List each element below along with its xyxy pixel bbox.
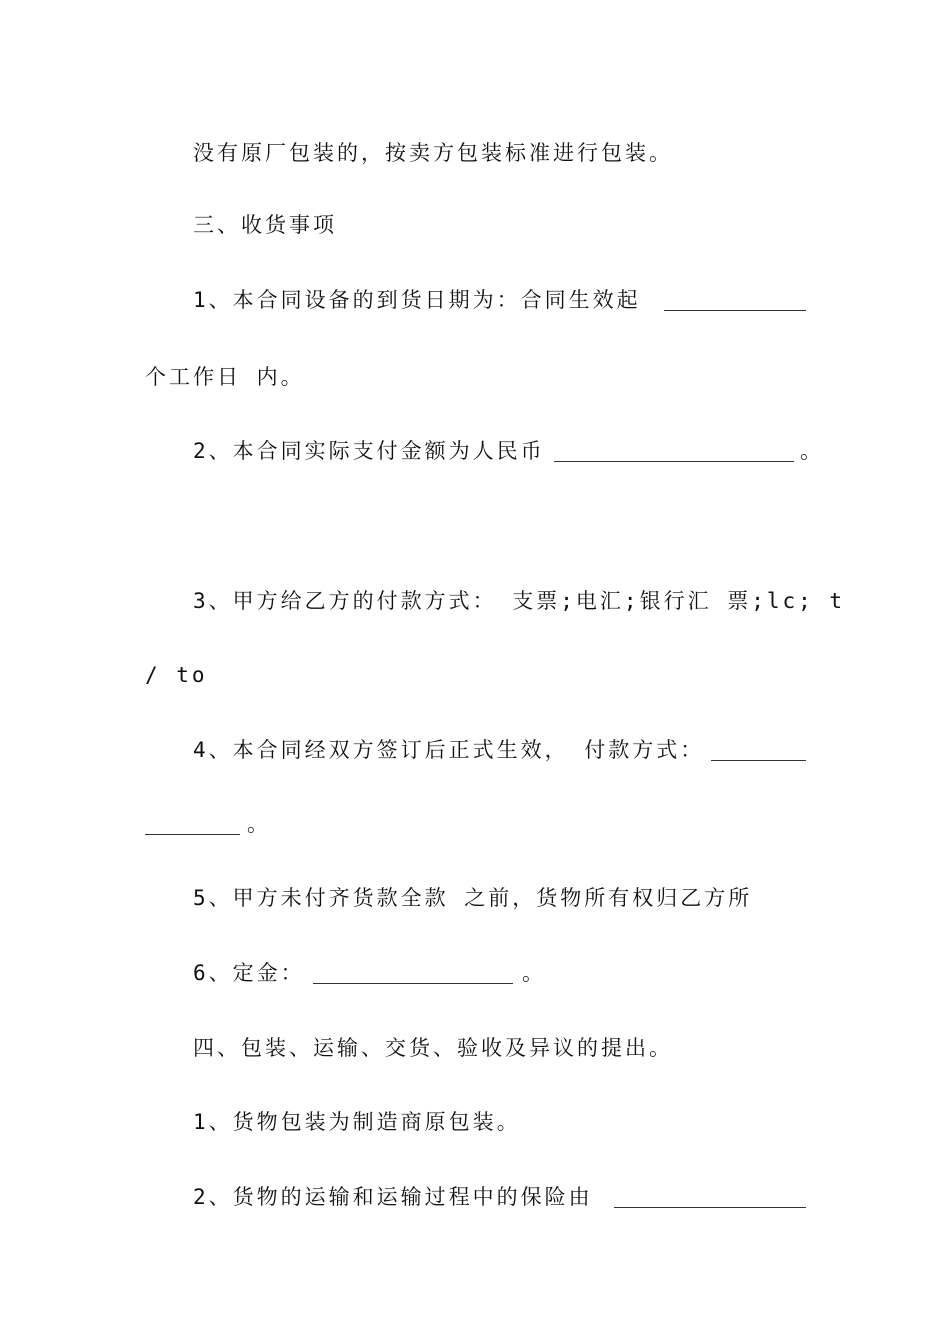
clause-3-6-period: 。 <box>522 961 546 985</box>
payment-method-blank-1 <box>711 742 806 761</box>
clause-3-1-line-1: 1、本合同设备的到货日期为：合同生效起 <box>193 288 641 312</box>
delivery-days-blank <box>664 292 806 311</box>
payment-method-blank-2 <box>145 816 240 835</box>
clause-4-2-line: 2、货物的运输和运输过程中的保险由 <box>193 1185 593 1209</box>
section-3-heading: 三、收货事项 <box>193 213 337 237</box>
clause-3-2-line: 2、本合同实际支付金额为人民币 <box>193 439 545 463</box>
clause-3-4-period: 。 <box>247 812 271 836</box>
clause-3-5-line: 5、甲方未付齐货款全款 之前，货物所有权归乙方所 <box>193 886 753 910</box>
clause-3-1-line-2: 个工作日 内。 <box>145 365 305 389</box>
packaging-standard-line: 没有原厂包装的，按卖方包装标准进行包装。 <box>193 141 673 165</box>
section-4-heading: 四、包装、运输、交货、验收及异议的提出。 <box>193 1036 673 1060</box>
clause-3-6-line: 6、定金： <box>193 961 305 985</box>
clause-3-4-line-1: 4、本合同经双方签订后正式生效， 付款方式： <box>193 738 705 762</box>
insurance-party-blank <box>614 1189 806 1208</box>
clause-3-3-line-1: 3、甲方给乙方的付款方式： 支票;电汇;银行汇 票;lc; t <box>193 589 846 613</box>
clause-4-1-line: 1、货物包装为制造商原包装。 <box>193 1110 521 1134</box>
clause-3-2-period: 。 <box>800 439 824 463</box>
clause-3-3-line-2: / to <box>145 663 208 687</box>
payment-amount-blank <box>554 443 794 462</box>
deposit-blank <box>313 965 513 984</box>
